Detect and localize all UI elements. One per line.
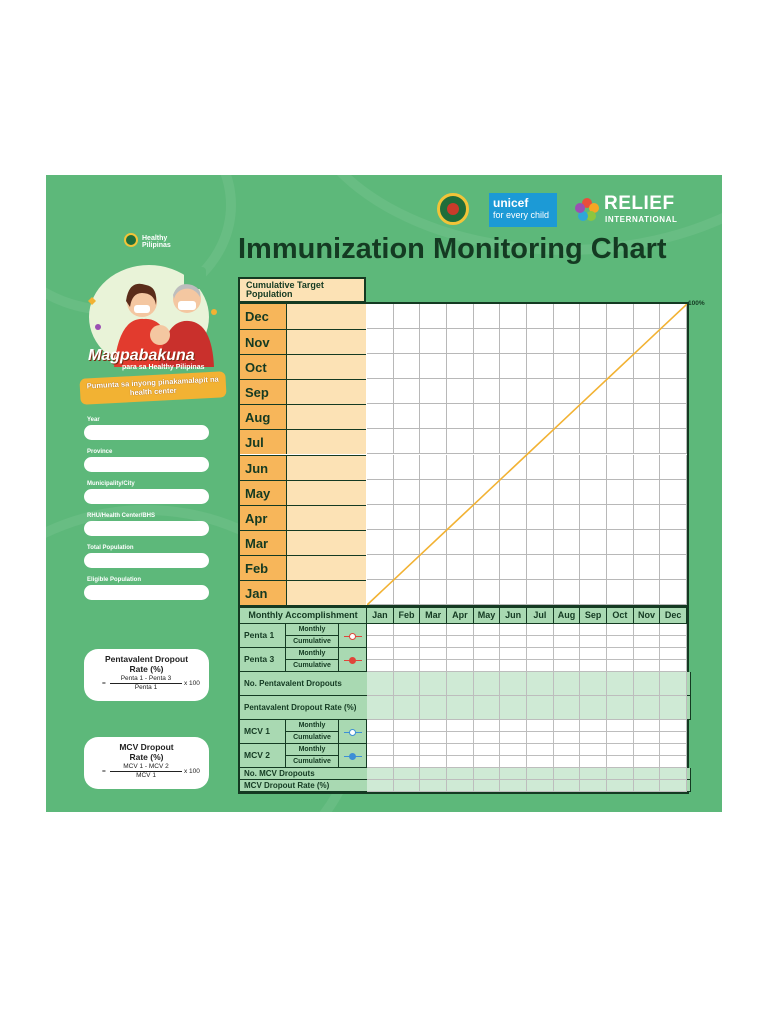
table-data-cell[interactable] (367, 720, 394, 732)
table-data-cell[interactable] (554, 756, 581, 768)
target-value-cell[interactable] (286, 379, 366, 404)
table-data-cell[interactable] (660, 756, 687, 768)
table-data-cell[interactable] (394, 756, 421, 768)
table-data-cell[interactable] (447, 636, 474, 648)
table-data-cell[interactable] (660, 636, 687, 648)
table-data-cell[interactable] (420, 756, 447, 768)
mcv1-legend-cell (339, 720, 367, 744)
target-value-cell[interactable] (286, 530, 366, 555)
table-data-cell[interactable] (420, 720, 447, 732)
table-data-cell[interactable] (447, 756, 474, 768)
table-data-cell[interactable] (500, 696, 527, 720)
table-data-cell[interactable] (420, 660, 447, 672)
table-data-cell[interactable] (580, 696, 607, 720)
penta1-monthly-label: Monthly (286, 624, 339, 636)
unicef-logo (489, 193, 557, 227)
table-data-cell[interactable] (394, 696, 421, 720)
table-data-cell[interactable] (420, 744, 447, 756)
poster (46, 175, 722, 812)
table-data-cell[interactable] (394, 636, 421, 648)
no-penta-dropouts-label: No. Pentavalent Dropouts (240, 672, 691, 696)
row-label: Jan (240, 580, 286, 605)
table-data-cell[interactable] (447, 696, 474, 720)
table-data-cell[interactable] (554, 624, 581, 636)
table-data-cell[interactable] (634, 732, 661, 744)
table-data-cell[interactable] (447, 732, 474, 744)
table-data-cell[interactable] (527, 672, 554, 696)
table-data-cell[interactable] (554, 636, 581, 648)
table-data-cell[interactable] (474, 660, 501, 672)
row-label: Apr (240, 505, 286, 530)
table-data-cell[interactable] (420, 672, 447, 696)
table-data-cell[interactable] (420, 636, 447, 648)
table-data-cell[interactable] (367, 696, 394, 720)
relief-flower-icon (574, 197, 600, 223)
target-value-cell[interactable] (286, 304, 366, 329)
table-data-cell[interactable] (580, 648, 607, 660)
mcv1-label: MCV 1 (240, 720, 286, 744)
month-header: May (474, 608, 501, 624)
table-data-cell[interactable] (474, 744, 501, 756)
year-field[interactable] (84, 425, 209, 440)
table-data-cell[interactable] (580, 660, 607, 672)
table-data-cell[interactable] (554, 660, 581, 672)
unicef-tagline: for every child (493, 210, 550, 220)
mcv1-monthly-label: Monthly (286, 720, 339, 732)
mcv2-line-marker-icon (344, 756, 362, 757)
target-value-cell[interactable] (286, 404, 366, 429)
table-data-cell[interactable] (580, 768, 607, 780)
table-data-cell[interactable] (394, 768, 421, 780)
table-data-cell[interactable] (607, 756, 634, 768)
table-data-cell[interactable] (367, 648, 394, 660)
table-data-cell[interactable] (607, 648, 634, 660)
target-value-cell[interactable] (286, 455, 366, 480)
table-data-cell[interactable] (500, 636, 527, 648)
table-data-cell[interactable] (447, 780, 474, 792)
table-data-cell[interactable] (607, 780, 634, 792)
table-data-cell[interactable] (634, 660, 661, 672)
table-data-cell[interactable] (660, 696, 687, 720)
table-data-cell[interactable] (527, 768, 554, 780)
row-label: Mar (240, 530, 286, 555)
row-label: Dec (240, 304, 286, 329)
mcv2-legend-cell (339, 744, 367, 768)
table-data-cell[interactable] (527, 732, 554, 744)
table-data-cell[interactable] (500, 648, 527, 660)
table-data-cell[interactable] (554, 732, 581, 744)
table-data-cell[interactable] (500, 756, 527, 768)
table-data-cell[interactable] (474, 732, 501, 744)
table-data-cell[interactable] (500, 720, 527, 732)
month-header: Feb (394, 608, 421, 624)
penta-formula-title: Pentavalent Dropout Rate (%) (104, 654, 189, 674)
table-data-cell[interactable] (527, 660, 554, 672)
table-data-cell[interactable] (580, 636, 607, 648)
table-data-cell[interactable] (394, 660, 421, 672)
table-data-cell[interactable] (607, 744, 634, 756)
mcv-formula-eq: = (102, 768, 106, 775)
penta1-line-marker-icon (344, 636, 362, 637)
table-data-cell[interactable] (394, 780, 421, 792)
month-header: Jun (500, 608, 527, 624)
table-data-cell[interactable] (500, 660, 527, 672)
table-data-cell[interactable] (500, 732, 527, 744)
table-data-cell[interactable] (474, 780, 501, 792)
table-data-cell[interactable] (367, 732, 394, 744)
table-data-cell[interactable] (607, 672, 634, 696)
cumulative-target-header: Cumulative Target Population (238, 277, 366, 303)
table-data-cell[interactable] (660, 744, 687, 756)
table-data-cell[interactable] (607, 732, 634, 744)
table-data-cell[interactable] (447, 768, 474, 780)
table-data-cell[interactable] (554, 648, 581, 660)
penta3-cumulative-label: Cumulative (286, 660, 339, 672)
table-data-cell[interactable] (420, 768, 447, 780)
row-label: Jun (240, 455, 286, 480)
campaign-banner-text: Pumunta sa inyong pinakamalapit na health center (86, 374, 219, 398)
table-data-cell[interactable] (447, 672, 474, 696)
monitoring-chart (238, 302, 689, 607)
table-data-cell[interactable] (634, 768, 661, 780)
mcv2-monthly-label: Monthly (286, 744, 339, 756)
table-data-cell[interactable] (367, 756, 394, 768)
relief-sub: INTERNATIONAL (605, 215, 678, 224)
table-data-cell[interactable] (527, 744, 554, 756)
month-header: Jan (367, 608, 394, 624)
relief-international-logo (574, 195, 696, 229)
row-label: May (240, 480, 286, 505)
table-data-cell[interactable] (474, 624, 501, 636)
table-data-cell[interactable] (660, 660, 687, 672)
table-data-cell[interactable] (634, 780, 661, 792)
table-data-cell[interactable] (367, 624, 394, 636)
table-data-cell[interactable] (500, 624, 527, 636)
row-label: Aug (240, 404, 286, 429)
table-data-cell[interactable] (660, 648, 687, 660)
target-value-cell[interactable] (286, 580, 366, 605)
table-data-cell[interactable] (447, 660, 474, 672)
mcv-formula-multiplier: x 100 (184, 768, 200, 775)
table-data-cell[interactable] (500, 672, 527, 696)
mcv-formula-numerator: MCV 1 - MCV 2 (110, 763, 182, 772)
accomplishment-table (238, 606, 689, 794)
target-value-cell[interactable] (286, 480, 366, 505)
total-population-label: Total Population (87, 545, 134, 551)
table-data-cell[interactable] (500, 744, 527, 756)
table-data-cell[interactable] (554, 744, 581, 756)
table-data-cell[interactable] (527, 636, 554, 648)
mcv-dropout-rate-label: MCV Dropout Rate (%) (240, 780, 691, 792)
mcv2-label: MCV 2 (240, 744, 286, 768)
table-data-cell[interactable] (527, 720, 554, 732)
healthy-pilipinas-seal-logo (124, 233, 138, 247)
monthly-accomplishment-header: Monthly Accomplishment (240, 608, 367, 624)
mcv1-line-marker-icon (344, 732, 362, 733)
target-line (367, 304, 687, 605)
mcv1-cumulative-label: Cumulative (286, 732, 339, 744)
table-data-cell[interactable] (634, 720, 661, 732)
table-data-cell[interactable] (527, 696, 554, 720)
table-data-cell[interactable] (554, 768, 581, 780)
penta-formula-numerator: Penta 1 - Penta 3 (110, 675, 182, 684)
table-data-cell[interactable] (527, 756, 554, 768)
table-data-cell[interactable] (447, 744, 474, 756)
table-data-cell[interactable] (634, 636, 661, 648)
penta1-cumulative-label: Cumulative (286, 636, 339, 648)
row-label: Nov (240, 329, 286, 354)
mcv-formula-denominator: MCV 1 (136, 772, 156, 779)
row-label: Sep (240, 379, 286, 404)
target-line-plot (367, 304, 687, 605)
healthy-pilipinas-logo: Healthy Pilipinas (142, 235, 171, 249)
table-data-cell[interactable] (447, 624, 474, 636)
eligible-population-field[interactable] (84, 585, 209, 600)
table-data-cell[interactable] (447, 720, 474, 732)
province-field[interactable] (84, 457, 209, 472)
table-data-cell[interactable] (474, 720, 501, 732)
target-value-cell[interactable] (286, 429, 366, 454)
penta1-label: Penta 1 (240, 624, 286, 648)
month-header: Nov (634, 608, 661, 624)
table-data-cell[interactable] (634, 696, 661, 720)
penta-formula-eq: = (102, 680, 106, 687)
table-data-cell[interactable] (527, 780, 554, 792)
penta1-legend-cell (339, 624, 367, 648)
penta-formula-multiplier: x 100 (184, 680, 200, 687)
year-label: Year (87, 417, 100, 423)
table-data-cell[interactable] (420, 732, 447, 744)
total-population-field[interactable] (84, 553, 209, 568)
table-data-cell[interactable] (500, 768, 527, 780)
month-header: Aug (554, 608, 581, 624)
penta-formula-denominator: Penta 1 (134, 684, 158, 691)
table-data-cell[interactable] (394, 648, 421, 660)
table-data-cell[interactable] (580, 672, 607, 696)
penta3-monthly-label: Monthly (286, 648, 339, 660)
doh-seal-logo (437, 193, 469, 225)
health-center-field[interactable] (84, 521, 209, 536)
target-value-cell[interactable] (286, 329, 366, 354)
row-label: Jul (240, 429, 286, 454)
table-data-cell[interactable] (660, 672, 687, 696)
target-value-cell[interactable] (286, 505, 366, 530)
table-data-cell[interactable] (420, 780, 447, 792)
table-data-cell[interactable] (580, 720, 607, 732)
table-data-cell[interactable] (474, 636, 501, 648)
target-value-cell[interactable] (286, 555, 366, 580)
table-data-cell[interactable] (634, 744, 661, 756)
table-data-cell[interactable] (420, 696, 447, 720)
target-value-cell[interactable] (286, 354, 366, 379)
table-data-cell[interactable] (660, 720, 687, 732)
month-header: Mar (420, 608, 447, 624)
row-label: Feb (240, 555, 286, 580)
unicef-name: unicef (493, 196, 529, 210)
penta3-legend-cell (339, 648, 367, 672)
table-data-cell[interactable] (367, 780, 394, 792)
table-data-cell[interactable] (474, 648, 501, 660)
table-data-cell[interactable] (607, 768, 634, 780)
table-data-cell[interactable] (580, 732, 607, 744)
table-data-cell[interactable] (580, 756, 607, 768)
table-data-cell[interactable] (554, 696, 581, 720)
health-center-label: RHU/Health Center/BHS (87, 513, 156, 519)
table-data-cell[interactable] (527, 648, 554, 660)
province-label: Province (87, 449, 113, 455)
table-data-cell[interactable] (580, 744, 607, 756)
month-header: Jul (527, 608, 554, 624)
municipality-label: Municipality/City (87, 481, 135, 487)
municipality-field[interactable] (84, 489, 209, 504)
table-data-cell[interactable] (634, 672, 661, 696)
mcv-formula-title: MCV Dropout Rate (%) (119, 742, 174, 762)
penta3-line-marker-icon (344, 660, 362, 661)
table-data-cell[interactable] (607, 624, 634, 636)
table-data-cell[interactable] (554, 780, 581, 792)
eligible-population-label: Eligible Population (87, 577, 141, 583)
table-data-cell[interactable] (634, 648, 661, 660)
table-data-cell[interactable] (607, 720, 634, 732)
table-data-cell[interactable] (580, 624, 607, 636)
month-header: Oct (607, 608, 634, 624)
table-data-cell[interactable] (527, 624, 554, 636)
month-header: Sep (580, 608, 607, 624)
table-data-cell[interactable] (367, 672, 394, 696)
penta3-label: Penta 3 (240, 648, 286, 672)
month-header: Dec (660, 608, 687, 624)
table-data-cell[interactable] (500, 780, 527, 792)
penta-dropout-rate-label: Pentavalent Dropout Rate (%) (240, 696, 691, 720)
table-data-cell[interactable] (447, 648, 474, 660)
table-data-cell[interactable] (474, 696, 501, 720)
table-data-cell[interactable] (367, 660, 394, 672)
table-data-cell[interactable] (367, 744, 394, 756)
table-data-cell[interactable] (580, 780, 607, 792)
row-label: Oct (240, 354, 286, 379)
table-data-cell[interactable] (394, 672, 421, 696)
mcv2-cumulative-label: Cumulative (286, 756, 339, 768)
no-mcv-dropouts-label: No. MCV Dropouts (240, 768, 691, 780)
table-data-cell[interactable] (660, 780, 687, 792)
table-data-cell[interactable] (607, 696, 634, 720)
table-data-cell[interactable] (420, 648, 447, 660)
table-data-cell[interactable] (474, 756, 501, 768)
table-data-cell[interactable] (607, 660, 634, 672)
table-data-cell[interactable] (367, 768, 394, 780)
table-data-cell[interactable] (474, 672, 501, 696)
table-data-cell[interactable] (394, 624, 421, 636)
table-data-cell[interactable] (420, 624, 447, 636)
table-data-cell[interactable] (554, 672, 581, 696)
target-line-label: 100% (688, 300, 705, 307)
table-data-cell[interactable] (660, 768, 687, 780)
table-data-cell[interactable] (367, 636, 394, 648)
table-data-cell[interactable] (634, 624, 661, 636)
relief-name: RELIEF (604, 193, 675, 214)
table-data-cell[interactable] (474, 768, 501, 780)
month-header: Apr (447, 608, 474, 624)
table-data-cell[interactable] (607, 636, 634, 648)
campaign-title: Magpabakuna (88, 347, 195, 364)
page-title: Immunization Monitoring Chart (238, 233, 667, 265)
table-data-cell[interactable] (394, 744, 421, 756)
campaign-subtitle: para sa Healthy Pilipinas (122, 364, 205, 371)
table-data-cell[interactable] (660, 732, 687, 744)
table-data-cell[interactable] (394, 732, 421, 744)
table-data-cell[interactable] (554, 720, 581, 732)
table-data-cell[interactable] (394, 720, 421, 732)
table-data-cell[interactable] (634, 756, 661, 768)
table-data-cell[interactable] (660, 624, 687, 636)
